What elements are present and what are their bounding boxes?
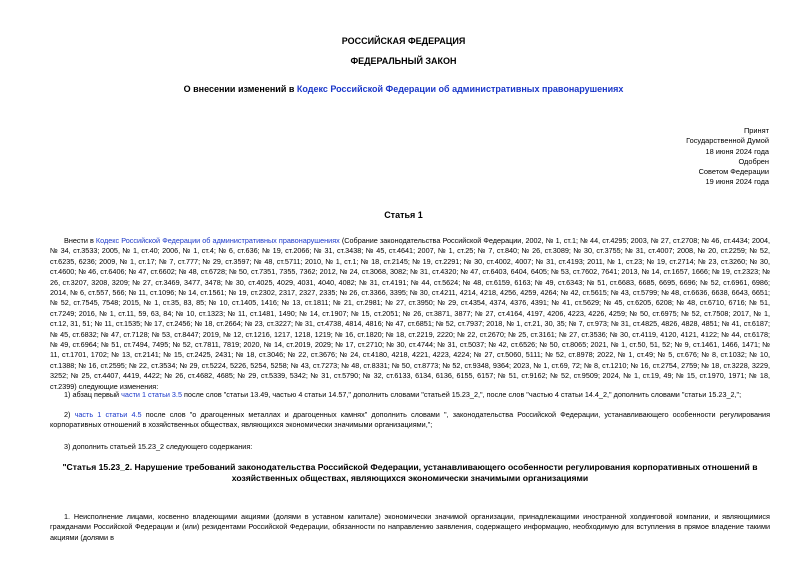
intro-paragraph xyxy=(50,236,770,392)
approved-date: 19 июня 2024 года xyxy=(705,177,769,187)
accepted-label: Принят xyxy=(743,126,769,135)
item-1-before: 1) абзац первый xyxy=(64,390,122,399)
item-3-text: 3) дополнить статьей 15.23_2 следующего содержания: xyxy=(64,442,253,451)
intro-code-link[interactable]: Кодекс Российской Федерации об административных правонарушениях xyxy=(95,236,340,245)
item-1 xyxy=(50,390,770,400)
accepted-date: 18 июня 2024 года xyxy=(705,146,769,156)
acceptance-block xyxy=(686,126,769,188)
item-2-link[interactable]: часть 1 статьи 4.5 xyxy=(74,410,142,419)
approved-by: Советом Федерации xyxy=(698,167,769,177)
federation-heading: РОССИЙСКАЯ ФЕДЕРАЦИЯ xyxy=(341,36,466,46)
item-1-after: после слов "статьи 13.49, частью 4 статьи 14.57," дополнить словами "статьей 15.23_2,", после слов "частью 4 статьи 14.4_2," дополнить словами "статьи 15.23_2,"; xyxy=(181,390,742,399)
law-title xyxy=(0,84,807,95)
law-title-prefix: О внесении изменений в xyxy=(183,84,297,94)
clause-1-text: 1. Неисполнение лицами, косвенно владеющими акциями (долями в уставном капитале) экономически значимой организации, принадлежащими иностранной холдинговой компании, и являющимися гражданами Российской Федерации и (или) резидентами Российской Федерации, обязанности по направлению заявления, содержащего информацию, необходимую для вступления в прямое владение такими акциями (долями в xyxy=(50,512,770,542)
new-article-heading: "Статья 15.23_2. Нарушение требований законодательства Российской Федерации, устанавливающего особенности регулирования корпоративных отношений в хозяйственных обществах, являющихся экономически значимыми организациями xyxy=(62,462,758,483)
item-2-after: после слов "о драгоценных металлах и драгоценных камнях" дополнить словами ", законодательства Российской Федерации, устанавливающего особенности регулирования корпоративных отношений в хозяйственных обществах, являющихся экономически значимыми организациями,"; xyxy=(50,410,771,430)
clause-1 xyxy=(50,512,770,543)
law-type-heading: ФЕДЕРАЛЬНЫЙ ЗАКОН xyxy=(350,56,457,66)
item-2 xyxy=(50,410,770,431)
item-2-before: 2) xyxy=(64,410,75,419)
law-title-code-link[interactable]: Кодекс Российской Федерации об административных правонарушениях xyxy=(296,84,624,94)
approved-label: Одобрен xyxy=(738,156,769,166)
accepted-by: Государственной Думой xyxy=(686,136,769,146)
article-heading: Статья 1 xyxy=(384,210,423,220)
item-1-link[interactable]: части 1 статьи 3.5 xyxy=(121,390,182,399)
intro-after: (Собрание законодательства Российской Федерации, 2002, № 1, ст.1; № 44, ст.4295; 2003, № 27, ст.2708; № 46, ст.4434; 2004, № 34, ст.3533; 2005, № 1, ст.40; 2006, № 1, ст.4; № 6, ст.636; № 19, ст.2066; № 31, ст.3438; № 45, ст.4641; 2007, № 1, ст.25; № 7, ст.840; № 26, ст.3089; № 30, ст.3755; № 31, ст.4007; 2008, № 20, ст.2259; № 52, ст.6235, 6236; 2009, № 1, ст.17; № 7, ст.777; № 29, ст.3597; № 48, ст.5711; 2010, № 1, ст.1; № 18, ст.2145; № 19, ст.2291; № 30, ст.4002, 4007; № 31, ст.4193; 2011, № 1, ст.23; № 19, ст.2714; № 23, ст.3260; № 30, ст.4600; № 46, ст.6406; № 47, ст.6602; № 48, ст.6728; № 50, ст.7351, 7355, 7362; 2012, № 24, ст.3068, 3082; № 31, ст.4320; № 47, ст.6403, 6404, 6405; № 53, ст.7602, 7641; 2013, № 14, ст.1657, 1666; № 19, ст.2323; № 26, ст.3207, 3208, 3209; № 27, ст.3469, 3477, 3478; № 30, ст.4025, 4029, 4031, 4040, 4082; № 31, ст.4191; № 44, ст.5624; № 48, ст.6159, 6163; № 49, ст.6343; № 51, ст.6683, 6685, 6695, 6696; № 52, ст.6961, 6986; 2014, № 6, ст.557, 566; № 11, ст.1096; № 14, ст.1561; № 19, ст.2302, 2317, 2327, 2335; № 26, ст.3366, 3395; № 30, ст.4211, 4214, 4218, 4256, 4259, 4264; № 42, ст.5615; № 43, ст.5799; № 48, ст.6636, 6638, 6643, 6651; № 52, ст.7545, 7548; 2015, № 1, ст.35, 83, 85; № 10, ст.1405, 1416; № 13, ст.1811; № 21, ст.2981; № 27, ст.3950; № 29, ст.4354, 4374, 4376, 4391; № 41, ст.5629; № 45, ст.6205, 6208; № 48, ст.6710, 6716; № 51, ст.7249; 2016, № 1, ст.11, 59, 63, 84; № 10, ст.1323; № 11, ст.1481, 1490; № 14, ст.1907; № 15, ст.2051; № 26, ст.3871, 3877; № 27, ст.4164, 4197, 4206, 4223, 4226, 4259; № 50, ст.6975; № 52, ст.7508; 2017, № 1, ст.12, 31, 51; № 11, ст.1535; № 17, ст.2456; № 18, ст.2664; № 23, ст.3227; № 31, ст.4738, 4814, 4816; № 47, ст.6851; № 52, ст.7937; 2018, № 1, ст.21, 30, 35; № 7, ст.973; № 31, ст.4825, 4826, 4828, 4851; № 41, ст.6187; № 45, ст.6832; № 47, ст.7128; № 53, ст.8447; 2019, № 12, ст.1216, 1217, 1218, 1219; № 16, ст.1820; № 18, ст.2219, 2220; № 22, ст.2670; № 25, ст.3161; № 27, ст.3536; № 30, ст.4119, 4120, 4121, 4122; № 44, ст.6178; № 49, ст.6964; № 51, ст.7494, 7495; № 52, ст.7811, 7819; 2020, № 14, ст.2019, 2029; № 17, ст.2710; № 30, ст.4744; № 31, ст.5037; № 42, ст.6526; № 50, ст.8065; 2021, № 1, ст.50, 51, 52; № 9, ст.1461, 1466, 1471; № 11, ст.1701, 1702; № 13, ст.2141; № 15, ст.2425, 2431; № 18, ст.3046; № 22, ст.3676; № 24, ст.4180, 4218, 4221, 4223, 4224; № 27, ст.5060, 5111; № 52, ст.8978; 2022, № 1, ст.49; № 5, ст.676; № 8, ст.1032; № 10, ст.1388; № 16, ст.2595; № 22, ст.3534; № 29, ст.5224, 5226, 5254, 5258; № 43, ст.7273; № 48, ст.8331; № 50, ст.8773; № 52, ст.9348, 9364; 2023, № 1, ст.69, 72; № 8, ст.1210; № 16, ст.2754, 2759; № 18, ст.3228, 3229, 3252; № 25, ст.4407, 4419, 4422; № 26, ст.4682, 4685; № 29, ст.5339, 5342; № 31, ст.5790; № 32, ст.6133, 6134, 6136, 6155, 6157; № 51, ст.9162; № 52, ст.9509; 2024, № 1, ст.19, 49; № 15, ст.1970, 1971; № 18, ст.2399) следующие изменения: xyxy=(50,236,771,391)
intro-before: Внести в xyxy=(64,236,96,245)
item-3 xyxy=(50,442,770,452)
